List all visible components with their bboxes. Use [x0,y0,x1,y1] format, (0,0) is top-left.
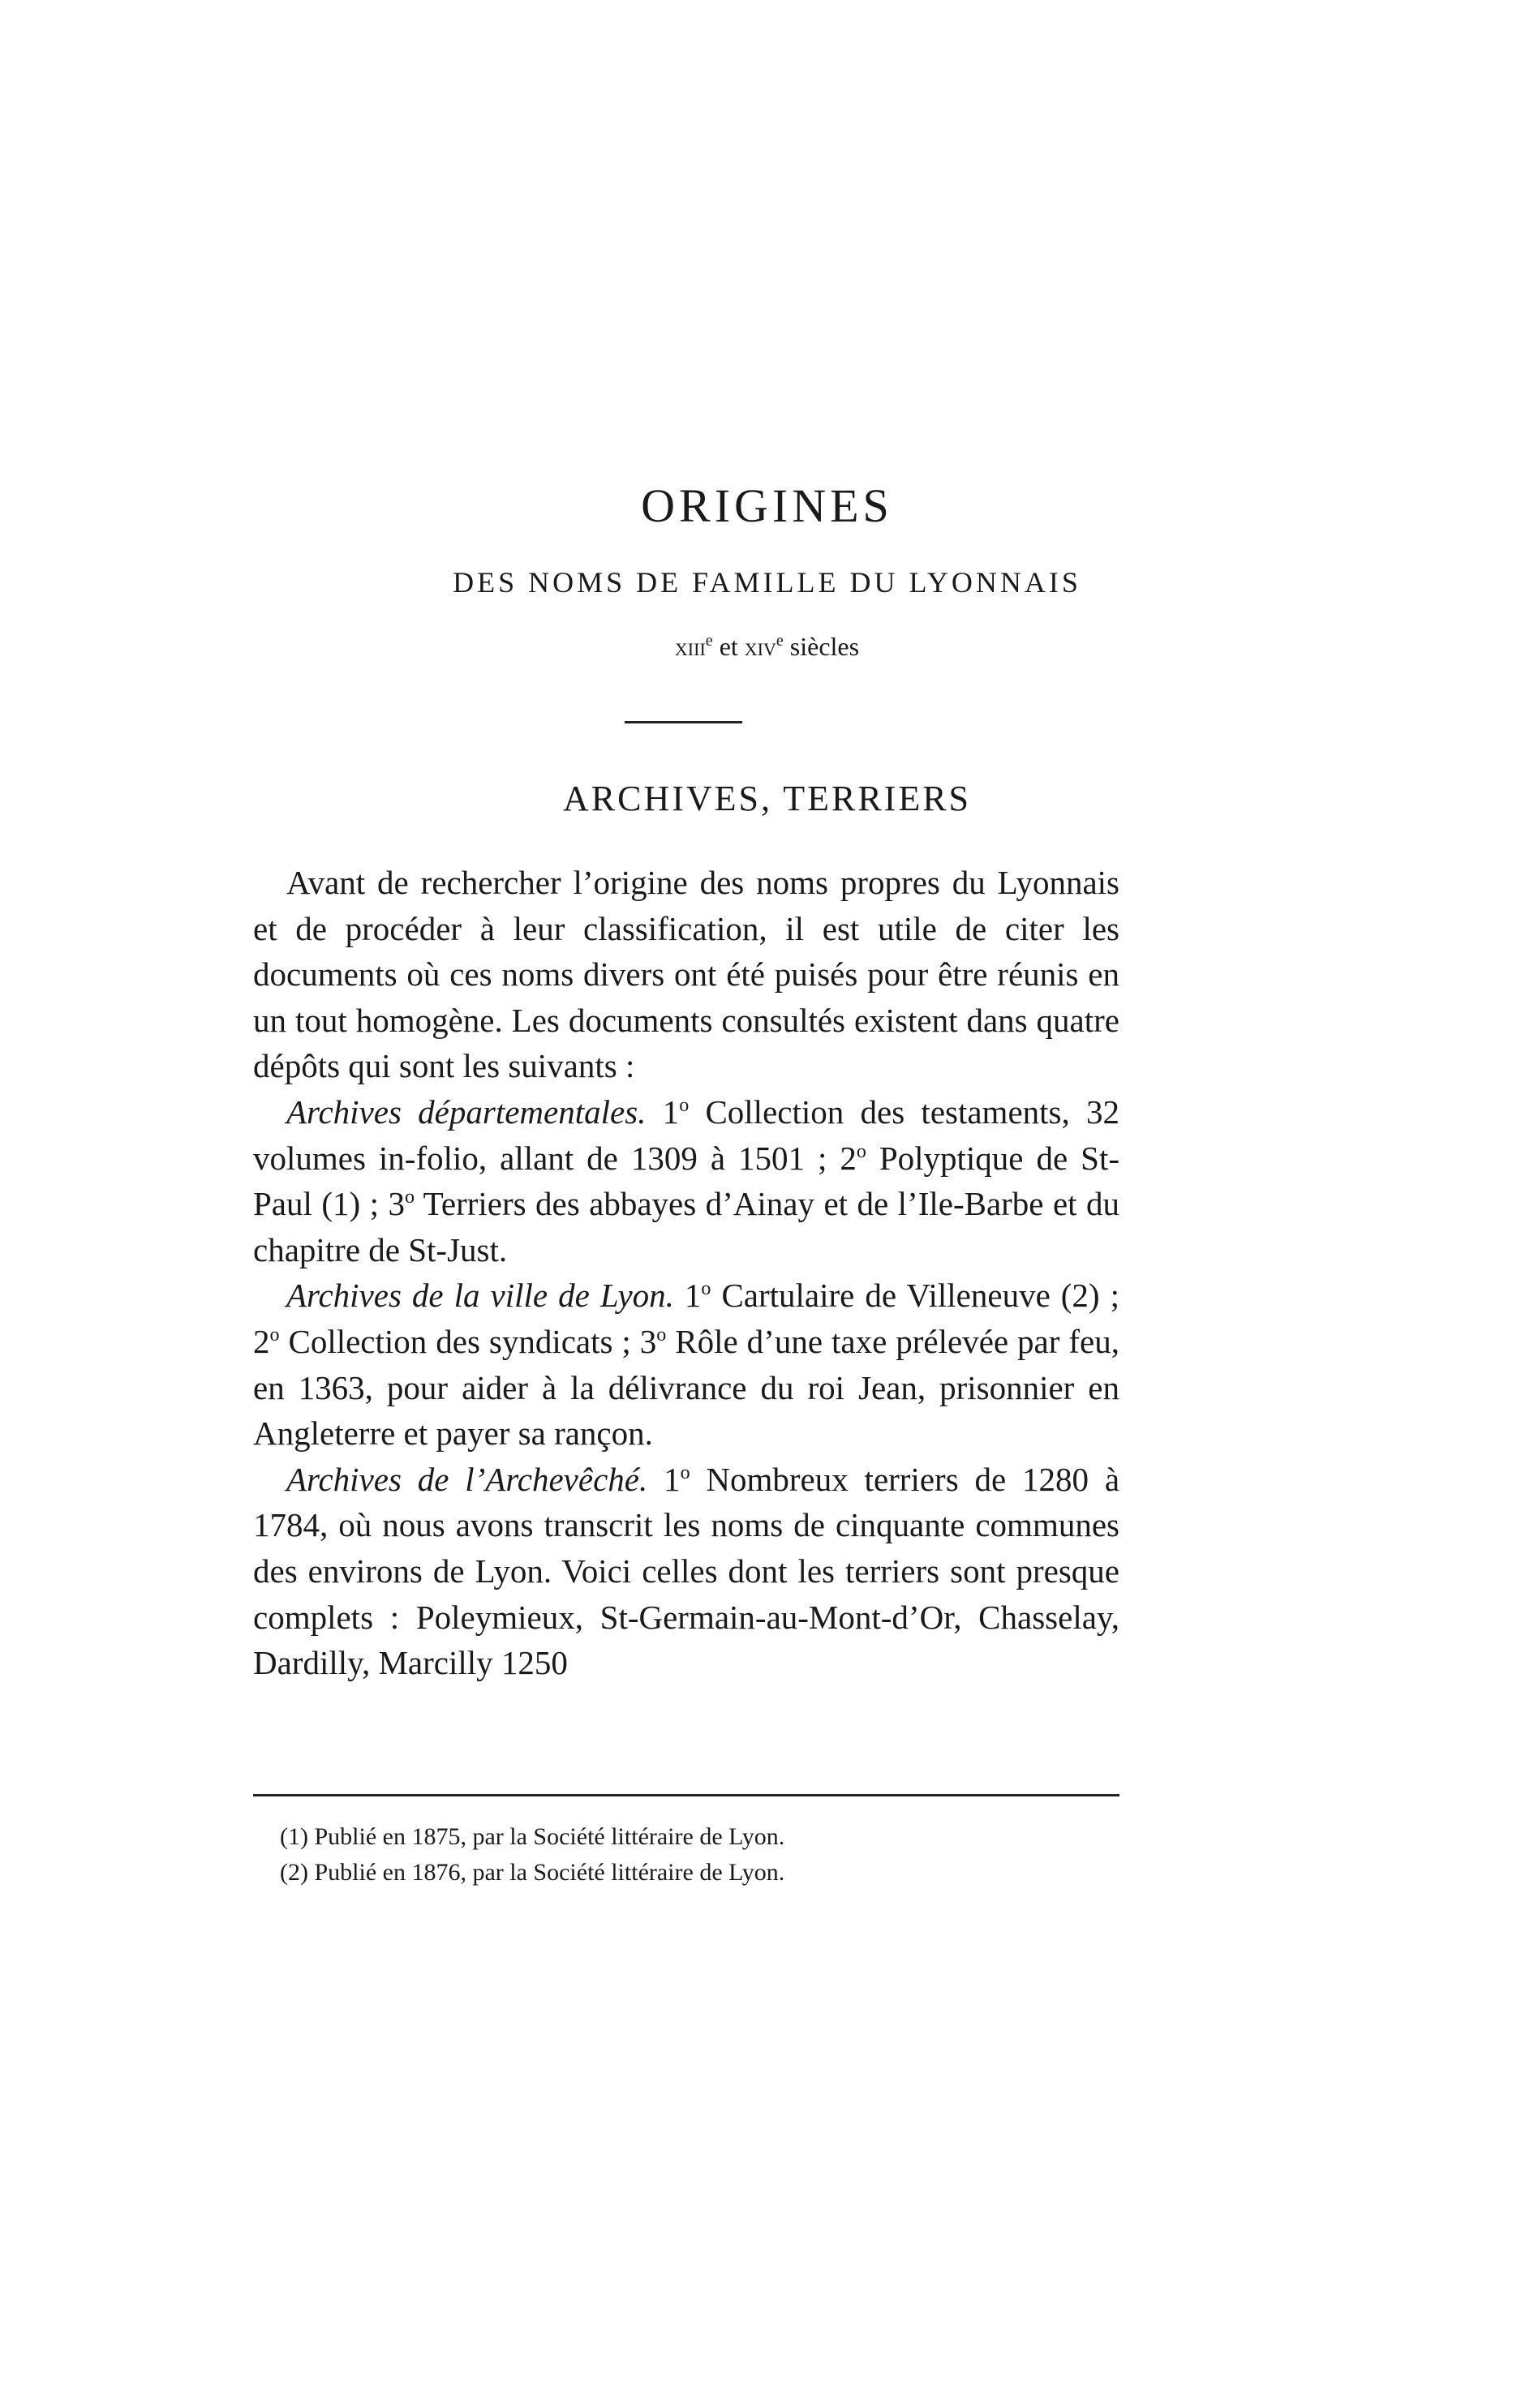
centuries-line [0,633,1534,659]
paragraph-text: 1 [646,1092,680,1131]
century-suffix-second: e [776,632,784,650]
paragraph-archives-ville [253,1273,1119,1456]
century-suffix-first: e [705,632,713,650]
centuries-conjunction: et [712,632,745,661]
footnote-1: (1) Publié en 1875, par la Société littéraire de Lyon. [280,1823,785,1850]
ordinal-mark: o [680,1462,690,1483]
paragraph-title: Archives de l’Archevêché. [286,1460,648,1498]
paragraph-text: Cartulaire de Villeneuve (2) ; 2 [253,1277,1119,1360]
paragraph-text: Collection des testaments, 32 volumes in-folio, allant de 1309 à 1501 ; 2 [253,1092,1120,1177]
page-title: ORIGINES [641,479,893,532]
ordinal-mark: o [404,1187,415,1208]
ordinal-mark: o [269,1324,280,1346]
paragraph-text: Polyptique de St-Paul (1) ; 3 [253,1139,1119,1223]
century-numeral-first: xiii [674,632,706,661]
body-text [253,860,1119,1686]
paragraph-intro: Avant de rechercher l’origine des noms propres du Lyonnais et de procéder à leur classification, il est utile de citer les documents où ces noms divers ont été puisés pour être réunis en un tout homogène. Les documents consultés existent dans quatre dépôts qui sont les suivants : [253,864,1119,1085]
paragraph-text: 1 [673,1277,702,1315]
ordinal-mark: o [856,1140,866,1162]
paragraph-archives-departementales [253,1089,1119,1273]
ordinal-mark: o [701,1278,711,1300]
title-divider [625,721,742,723]
footnote-2: (2) Publié en 1876, par la Société littéraire de Lyon. [280,1859,785,1886]
ordinal-mark: o [679,1094,690,1116]
section-heading: ARCHIVES, TERRIERS [562,779,972,818]
paragraph-text: Rôle d’une taxe prélevée par feu, en 1363, pour aider à la délivrance du roi Jean, prisonnier en Angleterre et payer sa rançon. [253,1322,1119,1453]
paragraph-title: Archives de la ville de Lyon. [286,1277,674,1315]
paragraph-text: Terriers des abbayes d’Ainay et de l’Ile-Barbe et du chapitre de St-Just. [253,1185,1119,1268]
ordinal-mark: o [656,1324,667,1346]
footnotes [280,1819,1119,1891]
footnote-divider [253,1794,1119,1796]
century-numeral-second: xiv [744,632,776,661]
paragraph-text: 1 [647,1460,681,1498]
paragraph-archives-archeveche [253,1457,1119,1686]
centuries-word: siècles [783,632,860,661]
paragraph-text: Collection des syndicats ; 3 [279,1322,657,1360]
page-subtitle: DES NOMS DE FAMILLE DU LYONNAIS [453,566,1081,599]
paragraph-text: Nombreux terriers de 1280 à 1784, où nous avons transcrit les noms de cinquante communes des environs de Lyon. Voici celles dont les terriers sont presque complets : Poleymieux, St-Germain-au-Mont-d’Or, Chasselay, Dardilly, Marcilly 1250 [253,1460,1120,1682]
paragraph-title: Archives départementales. [286,1092,647,1131]
